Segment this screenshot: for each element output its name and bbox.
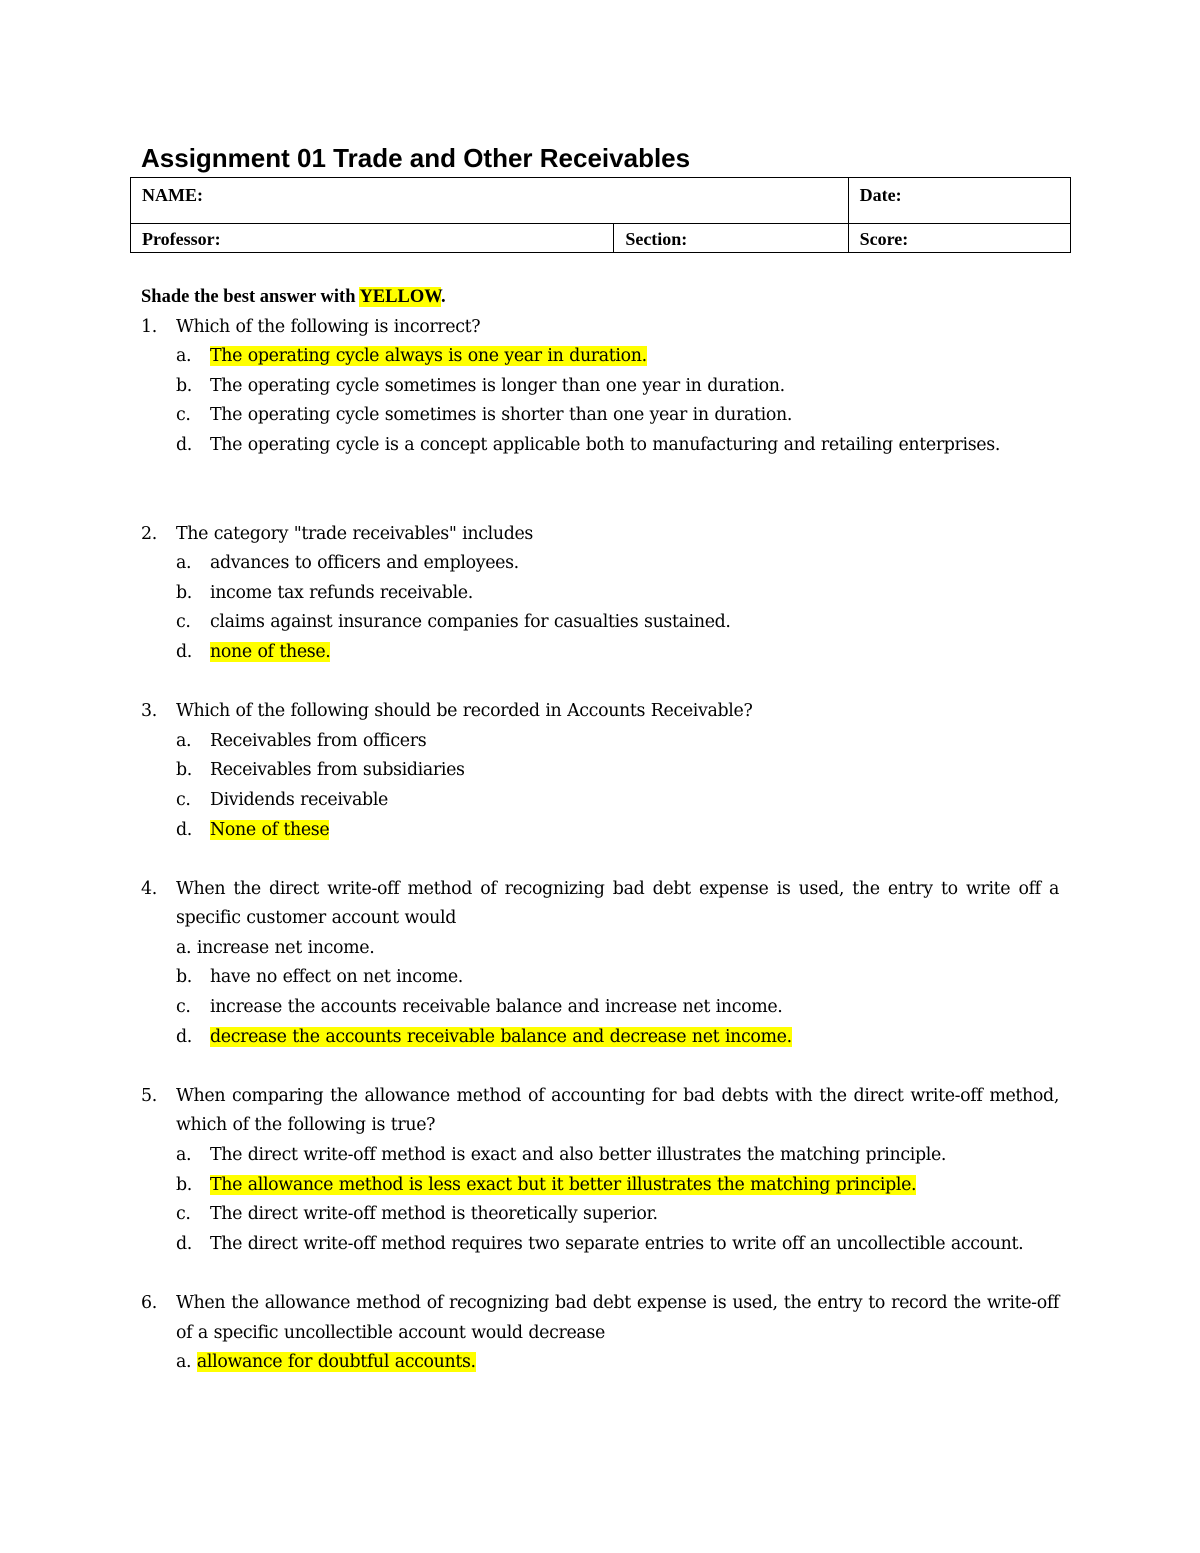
question-number: 5. (141, 1085, 157, 1106)
question-text: Which of the following is incorrect? (176, 316, 481, 337)
option-letter: d. (176, 819, 192, 840)
option-letter: a. (176, 937, 192, 958)
question-number: 3. (141, 701, 157, 722)
instruction-prefix: Shade the best answer with (141, 287, 360, 307)
option-5d[interactable] (176, 1230, 1059, 1260)
question-number: 2. (141, 523, 157, 544)
professor-label: Professor: (142, 228, 221, 249)
option-letter: a. (176, 1352, 192, 1373)
option-letter: a. (176, 346, 192, 367)
option-4b[interactable] (176, 963, 1059, 993)
option-5c[interactable] (176, 1200, 1059, 1230)
spacer (141, 668, 1059, 698)
question-number: 4. (141, 878, 157, 899)
option-letter: c. (176, 1204, 191, 1225)
option-text: have no effect on net income. (210, 967, 463, 988)
option-3a[interactable] (176, 727, 1059, 757)
section-label: Section: (625, 228, 688, 249)
option-text-selected: None of these (210, 819, 330, 840)
question-3 (141, 697, 1059, 845)
instruction-suffix: . (441, 287, 446, 307)
option-2b[interactable] (176, 579, 1059, 609)
option-2a[interactable] (176, 549, 1059, 579)
questions-section (141, 283, 1059, 1378)
section-cell (614, 223, 848, 252)
option-text: advances to officers and employees. (210, 553, 519, 574)
option-letter: c. (176, 612, 191, 633)
question-1 (141, 313, 1059, 461)
option-4d[interactable] (176, 1023, 1059, 1053)
professor-cell (131, 223, 614, 252)
option-text: Receivables from officers (210, 730, 427, 751)
option-4c[interactable] (176, 993, 1059, 1023)
name-label: NAME: (142, 185, 203, 205)
option-letter: a. (176, 730, 192, 751)
option-letter: d. (176, 1233, 192, 1254)
option-text: increase net income. (196, 937, 375, 958)
question-5 (141, 1082, 1059, 1260)
option-text: The operating cycle sometimes is shorter than one year in duration. (210, 405, 793, 426)
option-text: claims against insurance companies for casualties sustained. (210, 612, 731, 633)
option-text: The direct write-off method is exact and also better illustrates the matching principle. (210, 1145, 947, 1166)
option-text: income tax refunds receivable. (210, 582, 473, 603)
option-letter: c. (176, 997, 191, 1018)
option-text-selected: none of these. (210, 641, 331, 662)
option-6a[interactable] (176, 1348, 1059, 1378)
option-5a[interactable] (176, 1141, 1059, 1171)
question-2 (141, 520, 1059, 668)
option-text: Receivables from subsidiaries (210, 760, 465, 781)
option-5b[interactable] (176, 1171, 1059, 1201)
option-letter: b. (176, 967, 192, 988)
option-text-selected: The operating cycle always is one year in duration. (210, 346, 647, 367)
date-label: Date: (859, 185, 902, 205)
student-info-table (130, 177, 1071, 253)
name-cell (131, 178, 849, 224)
option-2c[interactable] (176, 608, 1059, 638)
option-text-selected: allowance for doubtful accounts. (196, 1352, 476, 1373)
option-letter: b. (176, 375, 192, 396)
option-text-selected: The allowance method is less exact but it better illustrates the matching principle. (210, 1174, 917, 1195)
option-letter: b. (176, 760, 192, 781)
option-letter: d. (176, 641, 192, 662)
question-text: When the direct write-off method of recognizing bad debt expense is used, the entry to write off a specific customer account would (176, 878, 1059, 929)
question-number: 6. (141, 1293, 157, 1313)
spacer (141, 1259, 1059, 1289)
instruction-line (141, 283, 1059, 313)
option-3d[interactable] (176, 816, 1059, 846)
question-text: Which of the following should be recorded in Accounts Receivable? (176, 701, 753, 722)
option-text: The operating cycle is a concept applicable both to manufacturing and retailing enterprises. (210, 434, 1001, 455)
option-letter: d. (176, 434, 192, 455)
option-3c[interactable] (176, 786, 1059, 816)
option-text: The operating cycle sometimes is longer than one year in duration. (210, 375, 785, 396)
spacer (141, 845, 1059, 875)
option-1d[interactable] (176, 431, 1059, 461)
instruction-highlight: YELLOW (359, 287, 442, 307)
option-2d[interactable] (176, 638, 1059, 668)
option-text-selected: decrease the accounts receivable balance and decrease net income. (210, 1026, 792, 1047)
question-4 (141, 875, 1059, 1053)
option-letter: b. (176, 582, 192, 603)
option-letter: c. (176, 789, 191, 810)
option-text: The direct write-off method requires two separate entries to write off an uncollectible account. (210, 1233, 1024, 1254)
question-text: When comparing the allowance method of accounting for bad debts with the direct write-off method, which of the following is true? (176, 1085, 1059, 1136)
spacer (141, 1052, 1059, 1082)
page-title: Assignment 01 Trade and Other Receivables (141, 143, 691, 173)
option-4a[interactable] (176, 934, 1059, 964)
option-1b[interactable] (176, 372, 1059, 402)
date-cell (848, 178, 1070, 224)
option-text: The direct write-off method is theoretically superior. (210, 1204, 658, 1225)
option-letter: c. (176, 405, 191, 426)
option-1c[interactable] (176, 401, 1059, 431)
question-text: The category "trade receivables" includes (176, 523, 533, 544)
option-1a[interactable] (176, 342, 1059, 372)
option-letter: d. (176, 1026, 192, 1047)
option-letter: b. (176, 1174, 192, 1195)
option-text: Dividends receivable (210, 789, 388, 810)
option-letter: a. (176, 1145, 192, 1166)
option-letter: a. (176, 553, 192, 574)
spacer (141, 461, 1059, 520)
option-3b[interactable] (176, 756, 1059, 786)
score-cell (848, 223, 1070, 252)
question-6 (141, 1289, 1059, 1378)
question-text: When the allowance method of recognizing bad debt expense is used, the entry to record the write-off of a specific uncollectible account would decrease (176, 1293, 1059, 1343)
question-number: 1. (141, 316, 157, 337)
option-text: increase the accounts receivable balance and increase net income. (210, 997, 783, 1018)
score-label: Score: (859, 228, 909, 249)
